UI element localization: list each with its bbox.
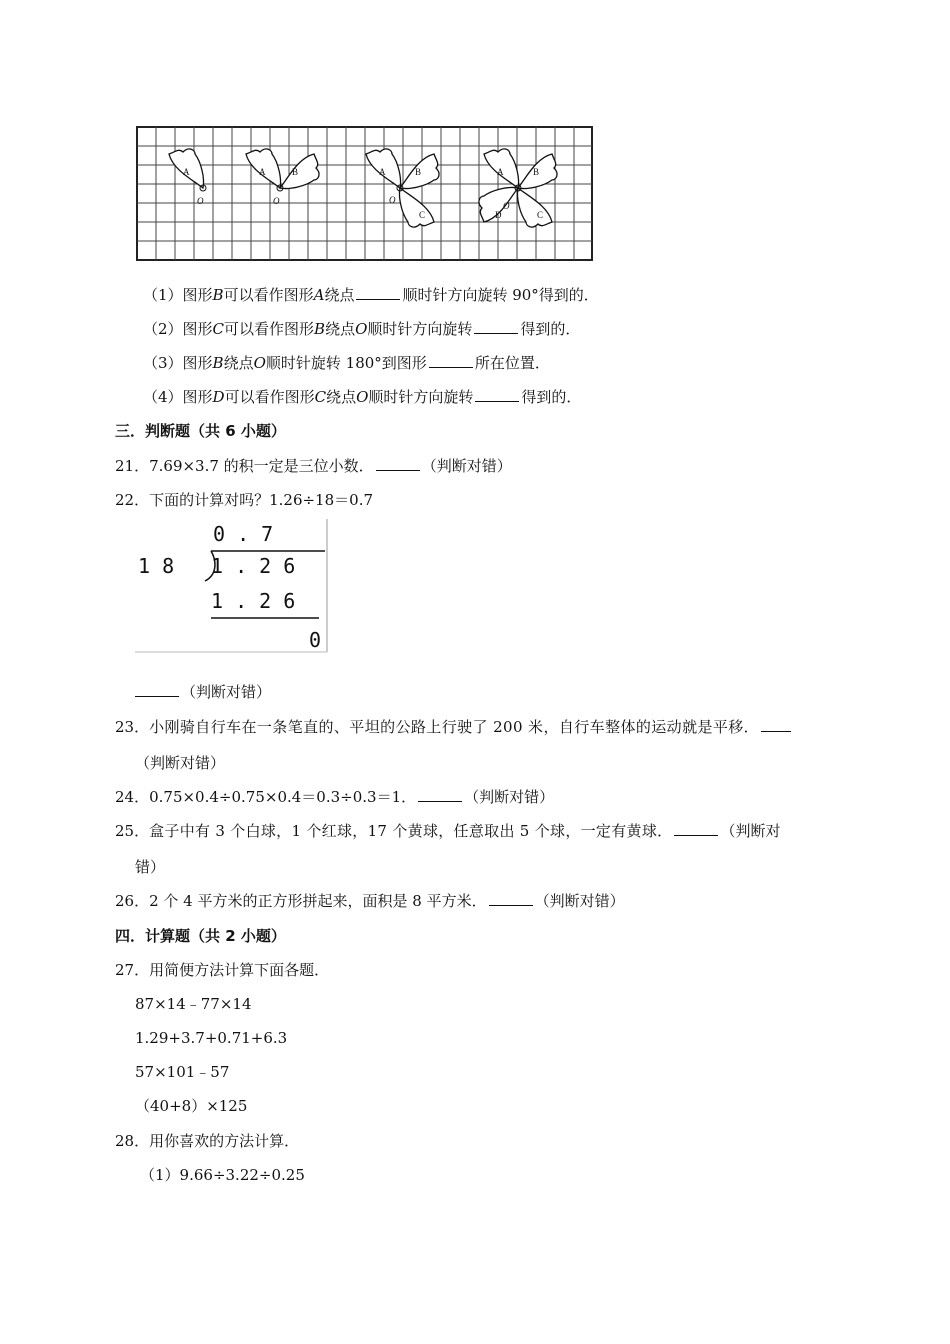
quotient: 0 . 7: [213, 522, 274, 546]
fig-label: A: [379, 167, 386, 177]
answer-blank[interactable]: [475, 387, 519, 402]
answer-blank[interactable]: [761, 717, 791, 732]
product: 1 . 2 6: [211, 589, 296, 613]
fig-label: O: [273, 196, 280, 206]
question-27: 27．用简便方法计算下面各题．: [115, 961, 330, 979]
fig-label: A: [183, 167, 190, 177]
q28-item: （1）9.66÷3.22÷0.25: [140, 1166, 305, 1184]
fig-label: O: [389, 195, 396, 205]
question-24: 24．0.75×0.4÷0.75×0.4＝0.3÷0.3＝1． （判断对错）: [115, 788, 555, 806]
rotation-figure: [135, 125, 595, 262]
question-25: 25．盒子中有 3 个白球，1 个红球，17 个黄球，任意取出 5 个球，一定有黄球． （判断对: [115, 822, 781, 840]
q20-item-4: （4）图形D可以看作图形C绕点O顺时针方向旋转 得到的．: [143, 388, 582, 406]
q20-item-2: （2）图形C可以看作图形B绕点O顺时针方向旋转 得到的．: [143, 320, 581, 338]
answer-blank[interactable]: [135, 682, 179, 697]
q27-item: （40+8）×125: [135, 1097, 248, 1115]
section-title: 四．计算题（共 2 小题）: [115, 927, 286, 945]
question-21: 21．7.69×3.7 的积一定是三位小数． （判断对错）: [115, 457, 512, 475]
answer-blank[interactable]: [418, 787, 462, 802]
question-28: 28．用你喜欢的方法计算．: [115, 1132, 300, 1150]
fig-label: B: [533, 167, 540, 177]
answer-blank[interactable]: [356, 285, 400, 300]
q27-item: 57×101﹣57: [135, 1063, 230, 1081]
fig-label: A: [259, 167, 266, 177]
fig-label: C: [537, 210, 544, 220]
question-23: 23．小刚骑自行车在一条笔直的、平坦的公路上行驶了 200 米，自行车整体的运动就是平移．: [115, 717, 793, 737]
question-25-tail: 错）: [135, 858, 166, 876]
q20-item-3: （3）图形B绕点O顺时针旋转 180°到图形 所在位置．: [143, 354, 550, 372]
answer-blank[interactable]: [474, 319, 518, 334]
fig-label: O: [503, 201, 510, 211]
answer-blank[interactable]: [674, 821, 718, 836]
q27-item: 87×14﹣77×14: [135, 995, 252, 1013]
divisor: 1 8: [138, 554, 175, 578]
question-22: 22．下面的计算对吗？1.26÷18＝0.7: [115, 491, 374, 509]
dividend: 1 . 2 6: [211, 554, 296, 578]
fig-label: B: [292, 167, 299, 177]
answer-blank[interactable]: [429, 353, 473, 368]
fig-label: C: [419, 210, 426, 220]
fig-label: D: [495, 210, 502, 220]
question-26: 26．2 个 4 平方米的正方形拼起来，面积是 8 平方米． （判断对错）: [115, 892, 625, 910]
q20-item-1: （1）图形B可以看作图形A绕点 顺时针方向旋转 90°得到的．: [143, 286, 599, 304]
question-22-answer: （判断对错）: [135, 682, 271, 702]
question-23-tail: （判断对错）: [135, 754, 226, 772]
remainder: 0: [309, 628, 322, 652]
answer-blank[interactable]: [376, 456, 420, 471]
long-division-figure: [135, 519, 330, 655]
fig-label: A: [497, 167, 504, 177]
fig-label: O: [197, 196, 204, 206]
fig-label: B: [415, 167, 422, 177]
section-title: 三．判断题（共 6 小题）: [115, 422, 286, 440]
answer-blank[interactable]: [489, 891, 533, 906]
q27-item: 1.29+3.7+0.71+6.3: [135, 1029, 288, 1047]
